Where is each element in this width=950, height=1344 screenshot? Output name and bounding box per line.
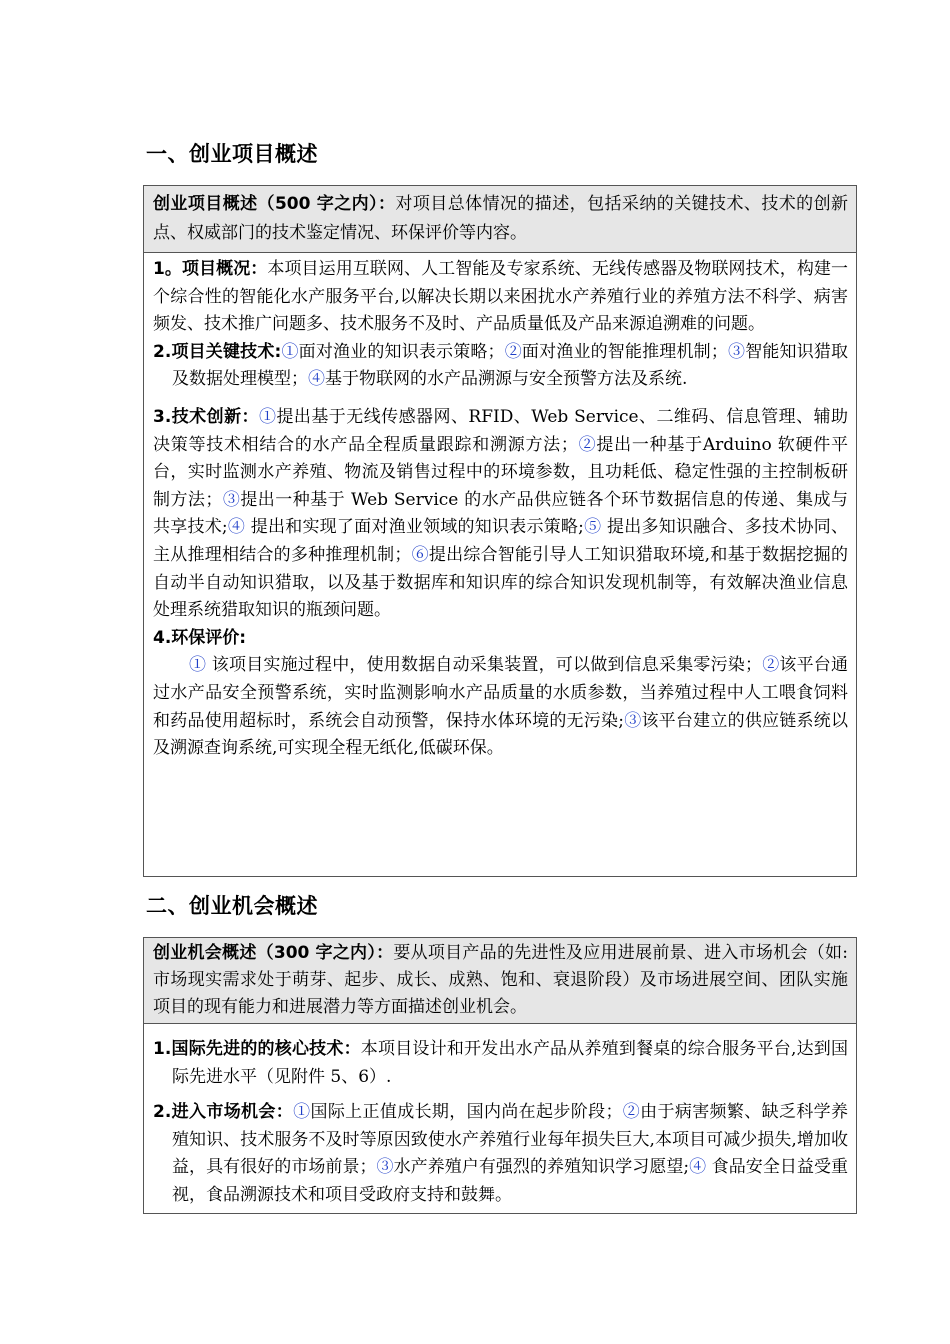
circled-number-3: ③ [727, 341, 746, 362]
paragraph-environment [153, 652, 848, 762]
list-text: 该平台通过水产品安全预警系统，实时监测影响水产品质量的水质参数，当养殖过程中人工喂食饲料和药品使用超标时，系统会自动预警，保持水体环境的无污染; [153, 655, 849, 731]
circled-number-4: ④ [308, 369, 325, 390]
list-text: 提出综合智能引导人工知识猎取环境,和基于数据挖掘的自动半自动知识猎取，以及基于数据库和知识库的综合知识发现机制等，有效解决渔业信息处理系统猎取知识的瓶颈问题。 [153, 544, 849, 621]
list-text: 该平台建立的供应链系统以及溯源查询系统,可实现全程无纸化,低碳环保。 [153, 710, 849, 759]
paragraph-text: 本项目运用互联网、人工智能及专家系统、无线传感器及物联网技术，构建一个综合性的智能化水产服务平台,以解决长期以来困扰水产养殖行业的养殖方法不科学、病害频发、技术推广问题多、技术服务不及时、产品质量低及产品来源追溯难的问题。 [153, 259, 848, 335]
project-overview-header [144, 186, 856, 253]
paragraph-label: 1.国际先进的的核心技术： [153, 1039, 361, 1059]
list-text: 智能知识猎取及数据处理模型； [172, 341, 849, 390]
list-text: 国际上正值成长期，国内尚在起步阶段； [310, 1102, 623, 1122]
circled-number-3: ③ [376, 1157, 394, 1177]
list-text: 提出基于无线传感器网、RFID、Web Service、二维码、信息管理、辅助决策等技术相结合的水产品全程质量跟踪和溯源方法； [153, 406, 848, 455]
list-text: 提出多知识融合、多技术协同、主从推理相结合的多种推理机制； [153, 517, 849, 565]
paragraph-label: 1。项目概况： [153, 259, 268, 279]
list-text: 水产养殖户有强烈的养殖知识学习愿望; [393, 1157, 690, 1177]
header-description: 对项目总体情况的描述，包括采纳的关键技术、技术的创新点、权威部门的技术鉴定情况、环保评价等内容。 [153, 194, 849, 243]
circled-number-3: ③ [623, 710, 642, 731]
paragraph-environment-label [153, 625, 848, 653]
opportunity-overview-body [144, 1024, 856, 1213]
circled-number-1: ① [281, 341, 299, 362]
list-text: 食品安全日益受重视，食品溯源技术和项目受政府支持和鼓舞。 [172, 1157, 849, 1205]
header-bold-label: 创业项目概述（500 字之内）： [153, 194, 396, 214]
list-text: 基于物联网的水产品溯源与安全预警方法及系统. [325, 369, 688, 390]
list-text: 由于病害频繁、缺乏科学养殖知识、技术服务不及时等原因致使水产养殖行业每年损失巨大,本项目可减少损失,增加收益，具有很好的市场前景； [172, 1102, 849, 1177]
list-text: 提出一种基于Arduino 软硬件平台，实时监测水产养殖、物流及销售过程中的环境参数，且功耗低、稳定性强的主控制板研制方法； [153, 434, 849, 510]
paragraph-label: 4.环保评价: [153, 627, 247, 648]
circled-number-1: ① [293, 1102, 311, 1122]
circled-number-3: ③ [222, 489, 241, 510]
circled-number-4: ④ [227, 517, 246, 538]
paragraph-market-opportunity [153, 1099, 848, 1209]
paragraph-text: 本项目设计和开发出水产品从养殖到餐桌的综合服务平台,达到国际先进水平（见附件 5、6）. [172, 1039, 848, 1087]
section1-title: 一、创业项目概述 [146, 142, 318, 166]
list-text: 面对渔业的知识表示策略； [298, 341, 505, 362]
list-text: 提出一种基于 Web Service 的水产品供应链各个环节数据信息的传递、集成与共享技术; [153, 489, 849, 538]
circled-number-4: ④ [689, 1157, 707, 1177]
circled-number-1: ① [259, 406, 277, 427]
section2-title: 二、创业机会概述 [146, 894, 318, 918]
circled-number-1: ① [189, 655, 207, 676]
header-bold-label: 创业机会概述（300 字之内）： [153, 943, 394, 963]
circled-number-2: ② [577, 434, 597, 455]
paragraph-innovation [153, 404, 848, 625]
list-text: 该项目实施过程中，使用数据自动采集装置，可以做到信息采集零污染； [206, 655, 762, 676]
circled-number-5: ⑤ [583, 517, 602, 538]
paragraph-overview [153, 256, 848, 339]
paragraph-label: 2.进入市场机会： [153, 1102, 294, 1122]
opportunity-overview-header [144, 938, 856, 1024]
circled-number-2: ② [762, 655, 780, 676]
paragraph-core-tech [153, 1036, 848, 1091]
paragraph-key-tech [153, 339, 848, 394]
circled-number-2: ② [622, 1102, 641, 1122]
paragraph-label: 3.技术创新： [153, 406, 259, 427]
circled-number-2: ② [504, 341, 522, 362]
opportunity-overview-box [143, 937, 857, 1214]
header-description: 要从项目产品的先进性及应用进展前景、进入市场机会（如:市场现实需求处于萌芽、起步、成长、成熟、饱和、衰退阶段）及市场进展空间、团队实施项目的现有能力和进展潜力等方面描述创业机会。 [153, 943, 848, 1017]
project-overview-box [143, 185, 857, 877]
project-overview-body [144, 253, 856, 771]
list-text: 提出和实现了面对渔业领域的知识表示策略; [245, 517, 584, 538]
list-text: 面对渔业的智能推理机制； [521, 341, 728, 362]
circled-number-6: ⑥ [411, 544, 429, 565]
paragraph-label: 2.项目关键技术: [153, 341, 282, 362]
